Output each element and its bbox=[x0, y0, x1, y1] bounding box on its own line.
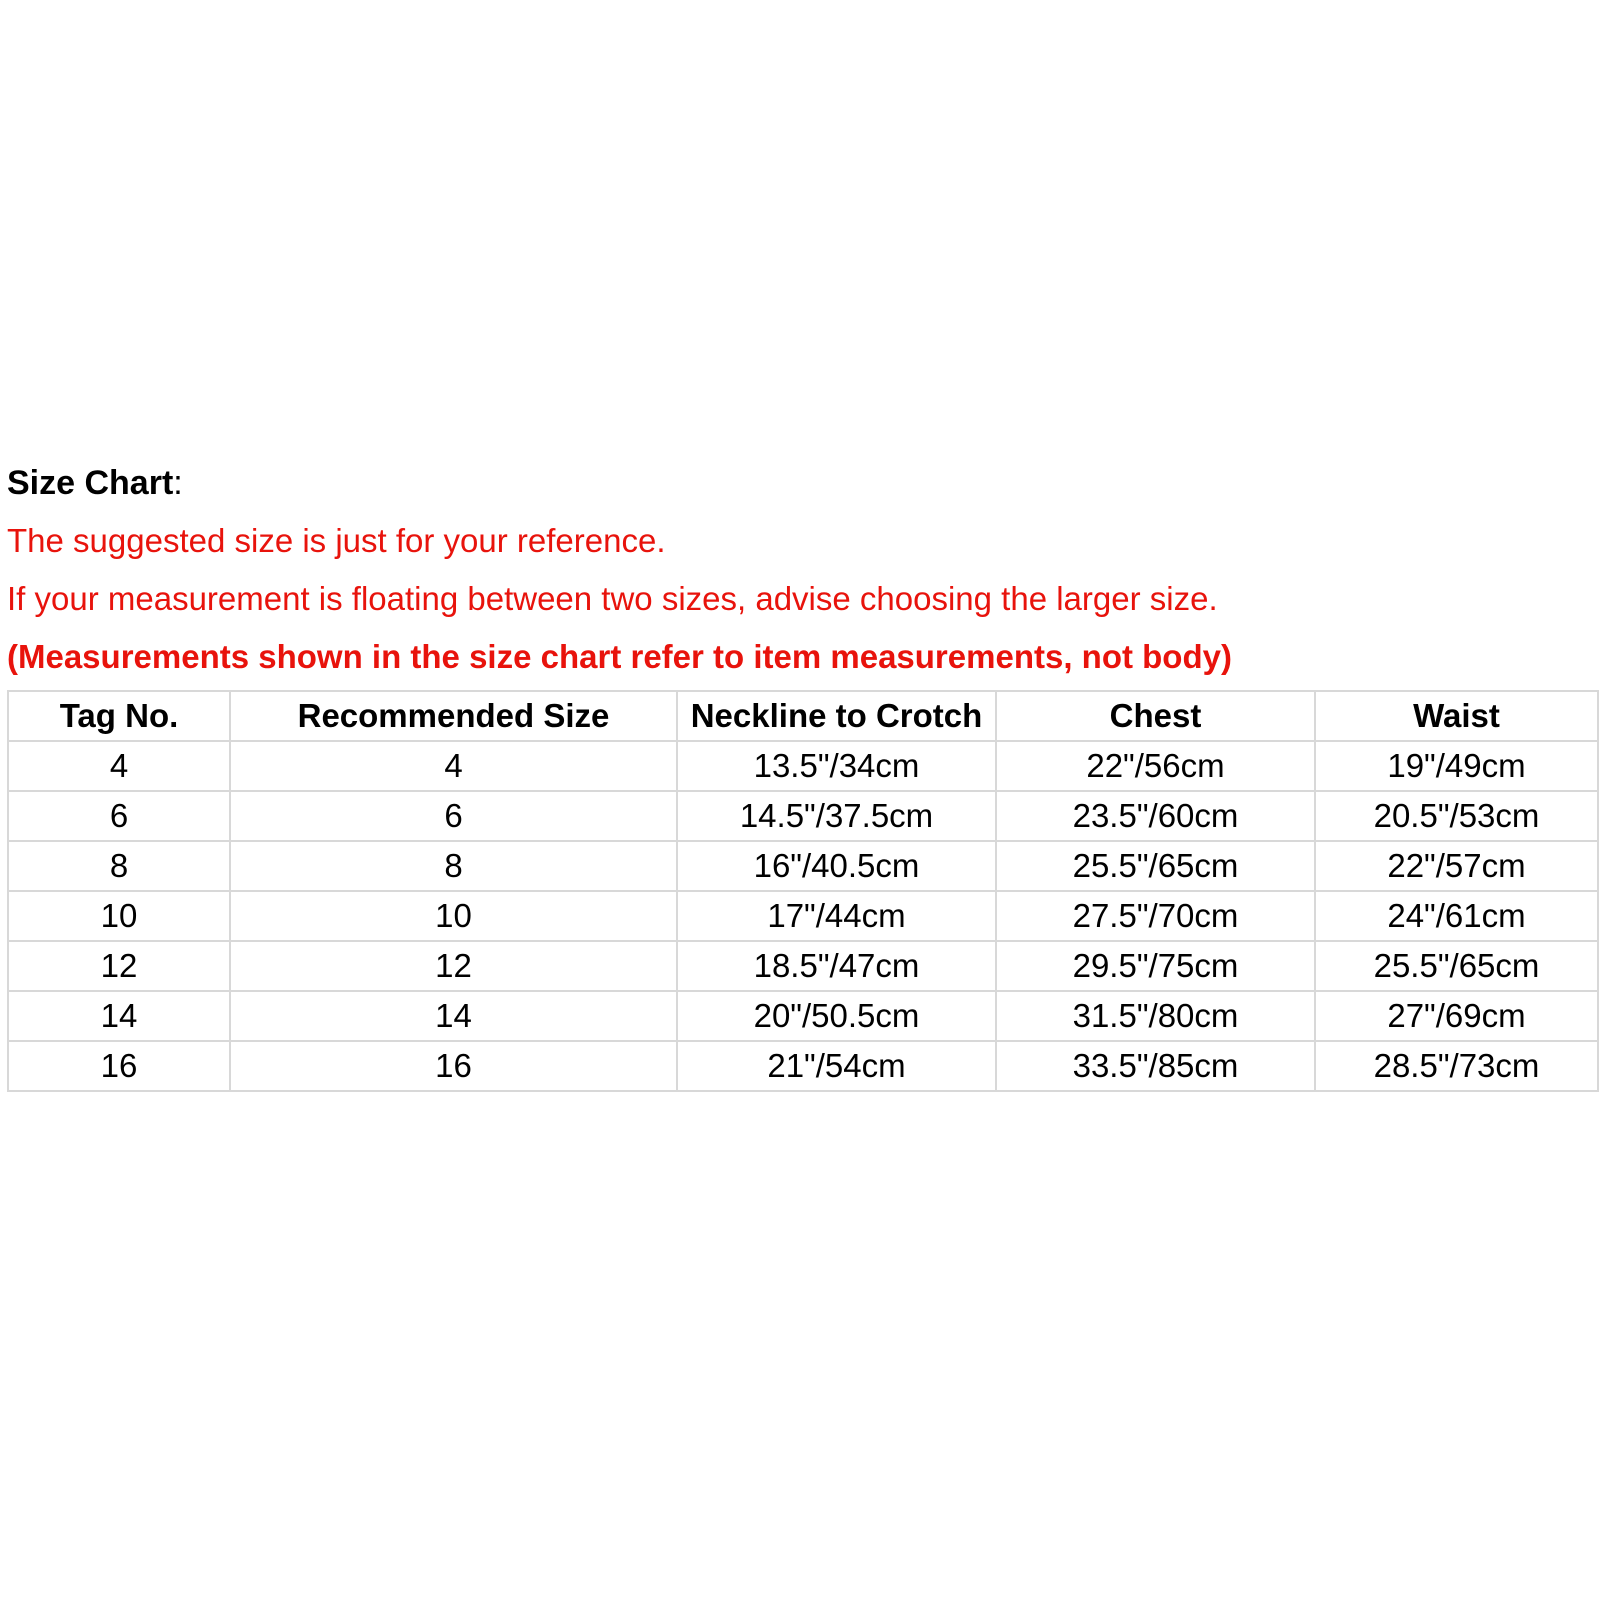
cell-recommended-size: 6 bbox=[230, 791, 677, 841]
item-measurement-note: (Measurements shown in the size chart refer to item measurements, not body) bbox=[7, 638, 1232, 675]
table-row bbox=[8, 1041, 1598, 1091]
cell-chest: 33.5"/85cm bbox=[996, 1041, 1315, 1091]
column-header-recommended-size: Recommended Size bbox=[230, 691, 677, 741]
cell-tag-no: 12 bbox=[8, 941, 230, 991]
column-header-tag-no: Tag No. bbox=[8, 691, 230, 741]
cell-tag-no: 14 bbox=[8, 991, 230, 1041]
table-row bbox=[8, 991, 1598, 1041]
cell-tag-no: 8 bbox=[8, 841, 230, 891]
cell-tag-no: 16 bbox=[8, 1041, 230, 1091]
cell-recommended-size: 4 bbox=[230, 741, 677, 791]
column-header-neckline-to-crotch: Neckline to Crotch bbox=[677, 691, 996, 741]
cell-chest: 23.5"/60cm bbox=[996, 791, 1315, 841]
cell-recommended-size: 10 bbox=[230, 891, 677, 941]
cell-chest: 27.5"/70cm bbox=[996, 891, 1315, 941]
size-table bbox=[7, 690, 1599, 1092]
cell-neckline-to-crotch: 16"/40.5cm bbox=[677, 841, 996, 891]
table-row bbox=[8, 791, 1598, 841]
cell-recommended-size: 16 bbox=[230, 1041, 677, 1091]
column-header-chest: Chest bbox=[996, 691, 1315, 741]
table-header-row bbox=[8, 691, 1598, 741]
cell-chest: 25.5"/65cm bbox=[996, 841, 1315, 891]
cell-neckline-to-crotch: 14.5"/37.5cm bbox=[677, 791, 996, 841]
cell-waist: 25.5"/65cm bbox=[1315, 941, 1598, 991]
column-header-waist: Waist bbox=[1315, 691, 1598, 741]
cell-chest: 22"/56cm bbox=[996, 741, 1315, 791]
table-row bbox=[8, 841, 1598, 891]
table-body bbox=[8, 741, 1598, 1091]
cell-waist: 27"/69cm bbox=[1315, 991, 1598, 1041]
larger-size-note: If your measurement is floating between two sizes, advise choosing the larger size. bbox=[7, 580, 1218, 617]
cell-recommended-size: 14 bbox=[230, 991, 677, 1041]
size-chart-colon: : bbox=[173, 464, 183, 502]
cell-tag-no: 4 bbox=[8, 741, 230, 791]
table-row bbox=[8, 741, 1598, 791]
size-chart-section bbox=[7, 462, 1597, 1092]
cell-neckline-to-crotch: 21"/54cm bbox=[677, 1041, 996, 1091]
cell-recommended-size: 8 bbox=[230, 841, 677, 891]
cell-waist: 19"/49cm bbox=[1315, 741, 1598, 791]
cell-neckline-to-crotch: 13.5"/34cm bbox=[677, 741, 996, 791]
cell-waist: 28.5"/73cm bbox=[1315, 1041, 1598, 1091]
table-row bbox=[8, 891, 1598, 941]
size-chart-title: Size Chart bbox=[7, 464, 174, 502]
cell-neckline-to-crotch: 20"/50.5cm bbox=[677, 991, 996, 1041]
reference-note: The suggested size is just for your reference. bbox=[7, 522, 666, 559]
cell-waist: 20.5"/53cm bbox=[1315, 791, 1598, 841]
cell-neckline-to-crotch: 18.5"/47cm bbox=[677, 941, 996, 991]
cell-tag-no: 6 bbox=[8, 791, 230, 841]
size-chart-heading bbox=[7, 462, 1597, 520]
cell-waist: 24"/61cm bbox=[1315, 891, 1598, 941]
cell-chest: 29.5"/75cm bbox=[996, 941, 1315, 991]
cell-recommended-size: 12 bbox=[230, 941, 677, 991]
cell-tag-no: 10 bbox=[8, 891, 230, 941]
cell-neckline-to-crotch: 17"/44cm bbox=[677, 891, 996, 941]
cell-waist: 22"/57cm bbox=[1315, 841, 1598, 891]
table-row bbox=[8, 941, 1598, 991]
cell-chest: 31.5"/80cm bbox=[996, 991, 1315, 1041]
